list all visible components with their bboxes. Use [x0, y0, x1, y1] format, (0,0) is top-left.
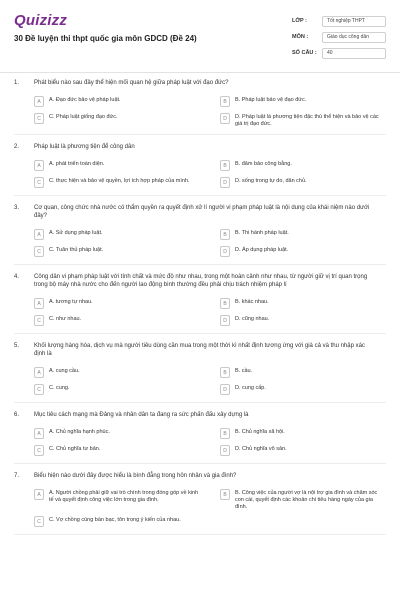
- answer-text: A. Đạo đức bảo vệ pháp luật.: [49, 97, 121, 103]
- answer-letter-box: D: [220, 177, 230, 188]
- question-item: [0, 472, 400, 535]
- question-header: [14, 79, 386, 87]
- answer-options: [34, 228, 386, 258]
- answer-option-b[interactable]: [220, 95, 386, 108]
- answer-option-c[interactable]: [34, 314, 200, 327]
- question-number: 3.: [14, 205, 20, 211]
- answer-text: B. đảm bảo công bằng.: [235, 161, 292, 167]
- answer-letter-box: C: [34, 113, 44, 124]
- answer-option-a[interactable]: [34, 297, 200, 310]
- question-text: Pháp luật là phương tiện để công dân: [34, 144, 135, 150]
- answer-letter-box: B: [220, 96, 230, 107]
- answer-text: B. Công việc của người vợ là nội trợ gia đình và chăm sóc con cái, quyết định các khoản chi tiêu hàng ngày của gia đình.: [235, 490, 378, 510]
- answer-letter-box: C: [34, 177, 44, 188]
- question-count-field: 40: [322, 48, 386, 59]
- answer-row: [34, 427, 386, 440]
- quizizz-logo: Quizizz: [14, 12, 68, 29]
- question-separator: [14, 402, 386, 403]
- answer-option-b[interactable]: [220, 228, 386, 241]
- answer-text: B. Thi hành pháp luật.: [235, 230, 289, 236]
- question-item: [0, 79, 400, 135]
- subject-label: MÔN :: [292, 34, 309, 40]
- answer-letter-box: A: [34, 367, 44, 378]
- answer-row: [34, 297, 386, 310]
- answer-text: C. cung.: [49, 385, 70, 391]
- answer-text: C. thực hiện và bảo vệ quyền, lợi ích hợp pháp của mình.: [49, 178, 190, 184]
- question-text: Biểu hiện nào dưới đây được hiểu là bình đẳng trong hôn nhân và gia đình?: [34, 473, 237, 479]
- answer-row: [34, 159, 386, 172]
- question-header: [14, 342, 386, 358]
- answer-letter-box: D: [220, 445, 230, 456]
- answer-text: C. Tuân thủ pháp luật.: [49, 247, 104, 253]
- answer-row: [34, 314, 386, 327]
- answer-text: B. khác nhau.: [235, 299, 269, 305]
- answer-letter-box: D: [220, 384, 230, 395]
- answer-row: [34, 366, 386, 379]
- answer-text: B. Chủ nghĩa xã hội.: [235, 429, 285, 435]
- answer-option-d[interactable]: [220, 112, 386, 128]
- meta-class-row: [292, 13, 386, 29]
- answer-text: D. cũng nhau.: [235, 316, 270, 322]
- answer-option-c[interactable]: [34, 245, 200, 258]
- answer-text: A. Sử dụng pháp luật.: [49, 230, 103, 236]
- question-item: [0, 411, 400, 464]
- question-number: 4.: [14, 274, 20, 280]
- answer-letter-box: D: [220, 113, 230, 124]
- answer-letter-box: C: [34, 384, 44, 395]
- question-text: Công dân vi phạm pháp luật với tính chất và mức độ như nhau, trong một hoàn cảnh như nhau, từ người giữ vị trí quan trọng trong bộ máy nhà nước cho đến người lao động bình thường đều phải chịu trách nhiệm pháp lí: [34, 274, 368, 288]
- answer-row: [34, 228, 386, 241]
- answer-option-c[interactable]: [34, 176, 200, 189]
- answer-option-b[interactable]: [220, 488, 386, 511]
- question-header: [14, 143, 386, 151]
- answer-text: B. Pháp luật bảo vệ đạo đức.: [235, 97, 307, 103]
- answer-letter-box: B: [220, 367, 230, 378]
- answer-text: D. Pháp luật là phương tiện đặc thù thể hiện và bảo vệ các giá trị đạo đức.: [235, 114, 379, 127]
- question-separator: [14, 333, 386, 334]
- answer-text: A. Chủ nghĩa hạnh phúc.: [49, 429, 110, 435]
- answer-option-c[interactable]: [34, 112, 200, 128]
- answer-text: D. Chủ nghĩa vô sản.: [235, 446, 287, 452]
- question-list: [0, 79, 400, 543]
- answer-option-a[interactable]: [34, 228, 200, 241]
- answer-letter-box: A: [34, 160, 44, 171]
- answer-row: [34, 176, 386, 189]
- answer-text: C. Vợ chồng cùng bàn bạc, tôn trọng ý kiến của nhau.: [49, 517, 181, 523]
- subject-field: Giáo dục công dân: [322, 32, 386, 43]
- answer-letter-box: B: [220, 229, 230, 240]
- answer-text: A. tương tự nhau.: [49, 299, 93, 305]
- answer-text: A. Người chồng phải giữ vai trò chính trong đóng góp về kinh tế và quyết định công việc lớn trong gia đình.: [49, 490, 199, 503]
- meta-subject-row: [292, 29, 386, 45]
- answer-option-c[interactable]: [34, 444, 200, 457]
- answer-option-d[interactable]: [220, 314, 386, 327]
- answer-text: A. cung cầu.: [49, 368, 80, 374]
- answer-option-b[interactable]: [220, 366, 386, 379]
- answer-text: D. Áp dụng pháp luật.: [235, 247, 289, 253]
- question-text: Phát biểu nào sau đây thể hiện mối quan hệ giữa pháp luật với đạo đức?: [34, 80, 229, 86]
- answer-row: [34, 444, 386, 457]
- answer-letter-box: C: [34, 516, 44, 527]
- answer-text: D. cung cấp.: [235, 385, 266, 391]
- worksheet-title: 30 Đề luyện thi thpt quốc gia môn GDCD (Đề 24): [14, 34, 197, 43]
- answer-letter-box: C: [34, 445, 44, 456]
- answer-option-d[interactable]: [220, 245, 386, 258]
- question-separator: [14, 195, 386, 196]
- answer-options: [34, 488, 386, 528]
- answer-letter-box: C: [34, 315, 44, 326]
- answer-option-a[interactable]: [34, 159, 200, 172]
- question-item: [0, 143, 400, 196]
- answer-row: [34, 488, 386, 511]
- question-header: [14, 411, 386, 419]
- question-separator: [14, 134, 386, 135]
- question-separator: [14, 463, 386, 464]
- answer-letter-box: B: [220, 489, 230, 500]
- class-field: Tốt nghiệp THPT: [322, 16, 386, 27]
- answer-option-a[interactable]: [34, 427, 200, 440]
- answer-option-a[interactable]: [34, 366, 200, 379]
- answer-text: C. Chủ nghĩa tư bản.: [49, 446, 101, 452]
- answer-option-a[interactable]: [34, 488, 200, 511]
- answer-letter-box: C: [34, 246, 44, 257]
- question-header: [14, 273, 386, 289]
- header-divider: [0, 72, 400, 73]
- answer-letter-box: A: [34, 428, 44, 439]
- answer-option-c[interactable]: [34, 383, 200, 396]
- answer-text: D. sống trong tự do, dân chủ.: [235, 178, 307, 184]
- answer-options: [34, 95, 386, 128]
- answer-letter-box: A: [34, 298, 44, 309]
- answer-row: [34, 515, 386, 528]
- question-separator: [14, 534, 386, 535]
- question-text: Cơ quan, công chức nhà nước có thẩm quyền ra quyết định xử lí người vi phạm pháp luật là nội dung của khái niệm nào dưới đây?: [34, 205, 370, 219]
- answer-option-a[interactable]: [34, 95, 200, 108]
- answer-letter-box: A: [34, 96, 44, 107]
- answer-letter-box: B: [220, 428, 230, 439]
- answer-text: A. phát triển toàn diện.: [49, 161, 105, 167]
- question-count-label: SỐ CÂU :: [292, 50, 317, 56]
- answer-option-d[interactable]: [220, 176, 386, 189]
- question-item: [0, 342, 400, 403]
- question-text: Mục tiêu cách mạng mà Đảng và nhân dân ta đang ra sức phấn đấu xây dựng là: [34, 412, 249, 418]
- worksheet-header: [0, 0, 400, 70]
- question-separator: [14, 264, 386, 265]
- answer-letter-box: B: [220, 298, 230, 309]
- answer-text: C. như nhau.: [49, 316, 82, 322]
- answer-letter-box: D: [220, 315, 230, 326]
- answer-option-d[interactable]: [220, 444, 386, 457]
- answer-letter-box: B: [220, 160, 230, 171]
- question-number: 7.: [14, 473, 20, 479]
- answer-letter-box: A: [34, 229, 44, 240]
- answer-option-b[interactable]: [220, 159, 386, 172]
- question-number: 6.: [14, 412, 20, 418]
- question-number: 1.: [14, 80, 20, 86]
- answer-letter-box: D: [220, 246, 230, 257]
- answer-row: [34, 245, 386, 258]
- answer-options: [34, 366, 386, 396]
- answer-options: [34, 297, 386, 327]
- answer-option-b[interactable]: [220, 297, 386, 310]
- answer-options: [34, 159, 386, 189]
- question-text: Khối lượng hàng hóa, dịch vụ mà người tiêu dùng cần mua trong một thời kì nhất định tương ứng với giá cả và thu nhập xác định là: [34, 343, 365, 357]
- answer-text: B. cầu.: [235, 368, 253, 374]
- question-number: 2.: [14, 144, 20, 150]
- answer-row: [34, 383, 386, 396]
- question-header: [14, 204, 386, 220]
- answer-letter-box: A: [34, 489, 44, 500]
- answer-options: [34, 427, 386, 457]
- question-number: 5.: [14, 343, 20, 349]
- answer-text: C. Pháp luật giống đạo đức.: [49, 114, 118, 120]
- question-header: [14, 472, 386, 480]
- answer-row: [34, 95, 386, 108]
- question-item: [0, 273, 400, 334]
- meta-panel: [292, 13, 386, 61]
- class-label: LỚP :: [292, 18, 307, 24]
- answer-option-b[interactable]: [220, 427, 386, 440]
- answer-row: [34, 112, 386, 128]
- answer-option-c[interactable]: [34, 515, 200, 528]
- meta-count-row: [292, 45, 386, 61]
- question-item: [0, 204, 400, 265]
- answer-option-d[interactable]: [220, 383, 386, 396]
